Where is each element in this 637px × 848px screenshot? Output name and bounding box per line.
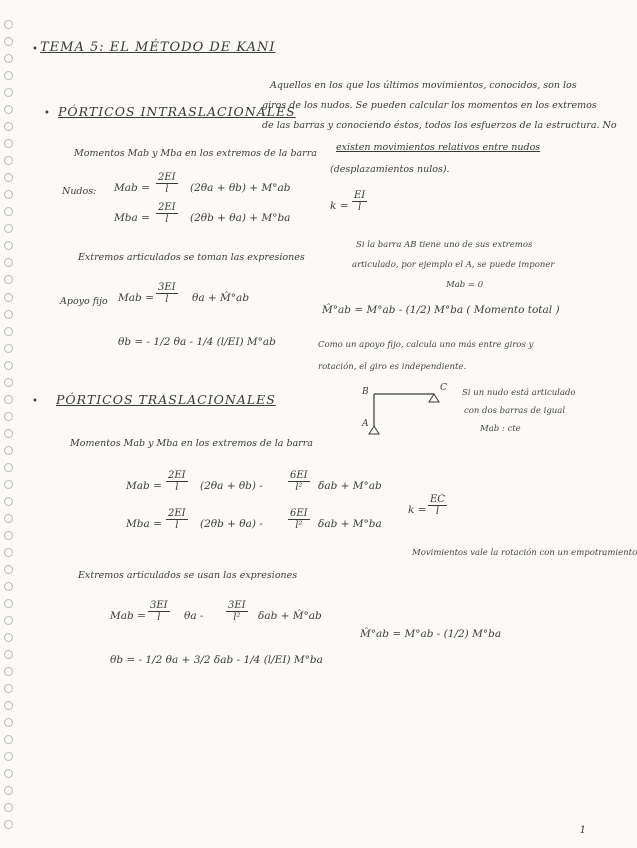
eq7-body: θa -: [184, 610, 204, 622]
eq-theta-b: θb = - 1/2 θa - 1/4 (l/EI) M°ab: [118, 336, 276, 348]
eq-mab-label: Mab =: [114, 182, 150, 194]
diagram-note-line-2: con dos barras de igual: [464, 406, 566, 416]
fraction-2ei-l: $\frac{2EI}{l}$: [158, 202, 176, 225]
section-heading-intraslacionales: PÓRTICOS INTRASLACIONALES: [58, 104, 296, 119]
eq-apoyo-body: θa + M̂°ab: [192, 292, 250, 304]
eq7-label: Mab =: [110, 610, 146, 622]
diagram-note-line-3: Mab : cte: [480, 424, 521, 434]
eq-mab-body: (2θa + θb) + M°ab: [190, 182, 291, 194]
eq-m-hat-2: M̂°ab = M°ab - (1/2) M°ba: [360, 628, 502, 640]
diagram-label-c: C: [440, 383, 447, 393]
momentos-intro-text: Momentos Mab y Mba en los extremos de la barra: [74, 148, 317, 159]
note-ab-line-3: Mab = 0: [446, 280, 484, 290]
fraction-6ei-l2: $\frac{6EI}{\text{l²}}$: [290, 508, 308, 531]
bullet-dot: •: [44, 108, 50, 119]
frame-diagram: [360, 380, 460, 440]
eq5-label: Mab =: [126, 480, 162, 492]
diagram-label-b: B: [362, 387, 369, 397]
eq-m-hat-total: M̂°ab = M°ab - (1/2) M°ba ( Momento total ): [322, 304, 560, 316]
eq7-tail: δab + M̂°ab: [258, 610, 322, 622]
k2-label: k =: [408, 504, 427, 516]
eq-mba-label: Mba =: [114, 212, 150, 224]
note-ab-line-1: Si la barra AB tiene uno de sus extremos: [356, 240, 533, 250]
eq8-theta-b: θb = - 1/2 θa + 3/2 δab - 1/4 (l/EI) M°ba: [110, 654, 323, 666]
note-movimientos: Movimientos vale la rotación con un empotramiento: [412, 548, 637, 558]
page-number: 1: [579, 825, 586, 836]
apoyo-fijo-label: Apoyo fijo: [60, 296, 108, 307]
intro-line-4: existen movimientos relativos entre nudos: [336, 142, 541, 153]
derived-text-2: Extremos articulados se usan las expresiones: [78, 570, 298, 581]
derived-text: Extremos articulados se toman las expresiones: [78, 252, 305, 263]
intro-line-1: Aquellos en los que los últimos movimientos, conocidos, son los: [270, 80, 577, 91]
bullet-dot: •: [32, 44, 38, 55]
fraction-2ei-l: $\frac{2EI}{l}$: [168, 470, 186, 493]
diagram-note-line-1: Si un nudo está articulado: [462, 388, 576, 398]
fraction-ec-l: $\frac{EC}{l}$: [430, 494, 445, 517]
nudos-label: Nudos:: [62, 186, 97, 197]
fraction-6ei-l2: $\frac{6EI}{\text{l²}}$: [290, 470, 308, 493]
diagram-label-a: A: [362, 419, 369, 429]
note-apoyo-line-1: Como un apoyo fijo, calcula uno más entre giros y: [318, 340, 534, 350]
eq-apoyo-label: Mab =: [118, 292, 154, 304]
intro-line-3: de las barras y conociendo éstos, todos los esfuerzos de la estructura. No: [262, 120, 617, 131]
intro-line-2: giros de los nudos. Se pueden calcular los momentos en los extremos: [262, 100, 597, 111]
eq5-body: (2θa + θb) -: [200, 480, 263, 492]
fraction-3ei-l: $\frac{3EI}{l}$: [150, 600, 168, 623]
bullet-dot: •: [32, 396, 38, 407]
page-title: TEMA 5: EL MÉTODO DE KANI: [40, 40, 276, 55]
note-ab-line-2: articulado, por ejemplo el A, se puede imponer: [352, 260, 555, 270]
eq5-tail: δab + M°ab: [318, 480, 382, 492]
fraction-2ei-l: $\frac{2EI}{l}$: [158, 172, 176, 195]
momentos-intro-text-2: Momentos Mab y Mba en los extremos de la barra: [70, 438, 313, 449]
eq6-label: Mba =: [126, 518, 162, 530]
notebook-spiral-binding: [4, 20, 16, 830]
section-heading-traslacionales: PÓRTICOS TRASLACIONALES: [56, 392, 276, 407]
eq6-tail: δab + M°ba: [318, 518, 382, 530]
fraction-3ei-l: $\frac{3EI}{l}$: [158, 282, 176, 305]
fraction-ei-l: $\frac{EI}{l}$: [354, 190, 366, 213]
eq6-body: (2θb + θa) -: [200, 518, 263, 530]
fraction-2ei-l: $\frac{2EI}{l}$: [168, 508, 186, 531]
k-label: k =: [330, 200, 349, 212]
note-apoyo-line-2: rotación, el giro es independiente.: [318, 362, 467, 372]
fraction-3ei-l2: $\frac{3EI}{\text{l²}}$: [228, 600, 246, 623]
eq-mba-body: (2θb + θa) + M°ba: [190, 212, 291, 224]
intro-line-5: (desplazamientos nulos).: [330, 164, 450, 175]
